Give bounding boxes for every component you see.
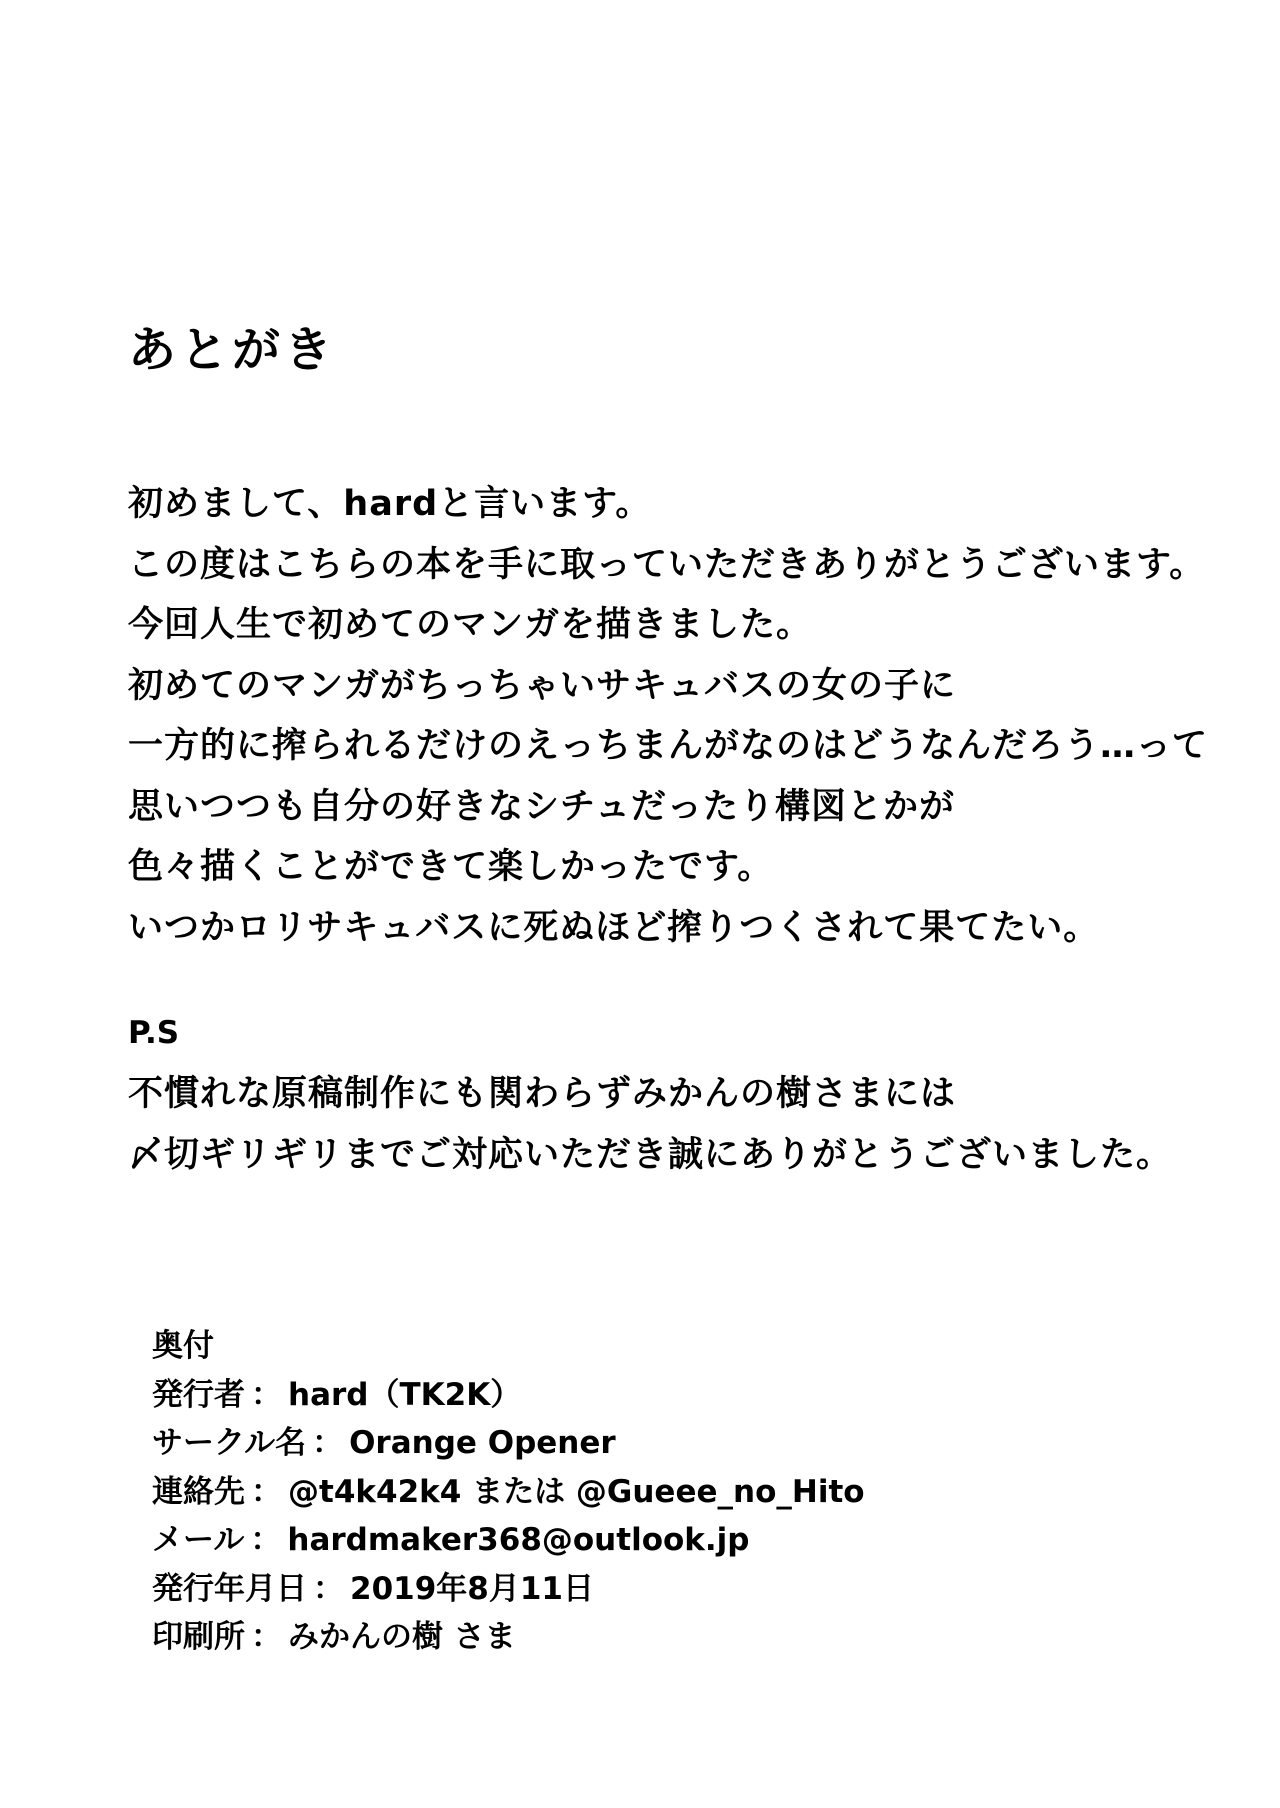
colophon [152,1322,1232,1662]
colophon-entry-email [152,1516,1232,1565]
colophon-label: メール [152,1522,245,1558]
colophon-separator: ： [251,1473,282,1510]
body-line: 一方的に搾られるだけのえっちまんがなのはどうなんだろう…って [128,726,1209,766]
colophon-separator: ： [251,1619,282,1655]
postscript-line: 〆切ギリギリまでご対応いただき誠にありがとうございました。 [128,1134,1173,1175]
colophon-value: hardmaker368@outlook.jp [287,1522,750,1558]
body-line: この度はこちらの本を手に取っていただきありがとうございます。 [128,544,1206,585]
body-line: いつかロリサキュバスに死ぬほど搾りつくされて果てたい。 [128,907,1100,948]
page-title: あとがき [128,322,337,378]
postscript-label: P.S [128,1015,180,1051]
colophon-entry-date [152,1565,1232,1614]
colophon-separator: ： [250,1522,282,1558]
afterword-body [128,474,1248,958]
colophon-separator: ： [313,1570,344,1607]
body-line: 初めまして、hardと言います。 [128,484,652,524]
colophon-label: サークル名 [152,1425,307,1461]
colophon-value: Orange Opener [349,1425,616,1461]
colophon-value: hard（TK2K） [288,1376,522,1413]
colophon-title: 奥付 [152,1328,214,1364]
colophon-value: @t4k42k4 または @Gueee_no_Hito [288,1473,865,1510]
body-line: 思いつつも自分の好きなシチュだったり構図とかが [128,786,955,827]
colophon-separator: ： [312,1425,344,1461]
postscript [128,1002,1248,1185]
postscript-line: 不慣れな原稿制作にも関わらずみかんの樹さまには [128,1074,957,1114]
colophon-separator: ： [251,1376,282,1413]
body-line: 色々描くことができて楽しかったです。 [128,847,774,887]
colophon-label: 発行年月日 [152,1570,307,1607]
colophon-entry-contact [152,1468,1232,1517]
body-line: 今回人生で初めてのマンガを描きました。 [128,605,813,645]
colophon-value: 2019年8月11日 [350,1570,594,1607]
colophon-entry-printer [152,1613,1232,1662]
colophon-label: 連絡先 [152,1473,245,1510]
colophon-value: みかんの樹 さま [288,1619,516,1655]
colophon-entry-circle [152,1419,1232,1468]
colophon-label: 発行者 [152,1376,245,1413]
colophon-entry-publisher [152,1371,1232,1420]
body-line: 初めてのマンガがちっちゃいサキュバスの女の子に [128,665,957,706]
colophon-label: 印刷所 [152,1619,245,1655]
